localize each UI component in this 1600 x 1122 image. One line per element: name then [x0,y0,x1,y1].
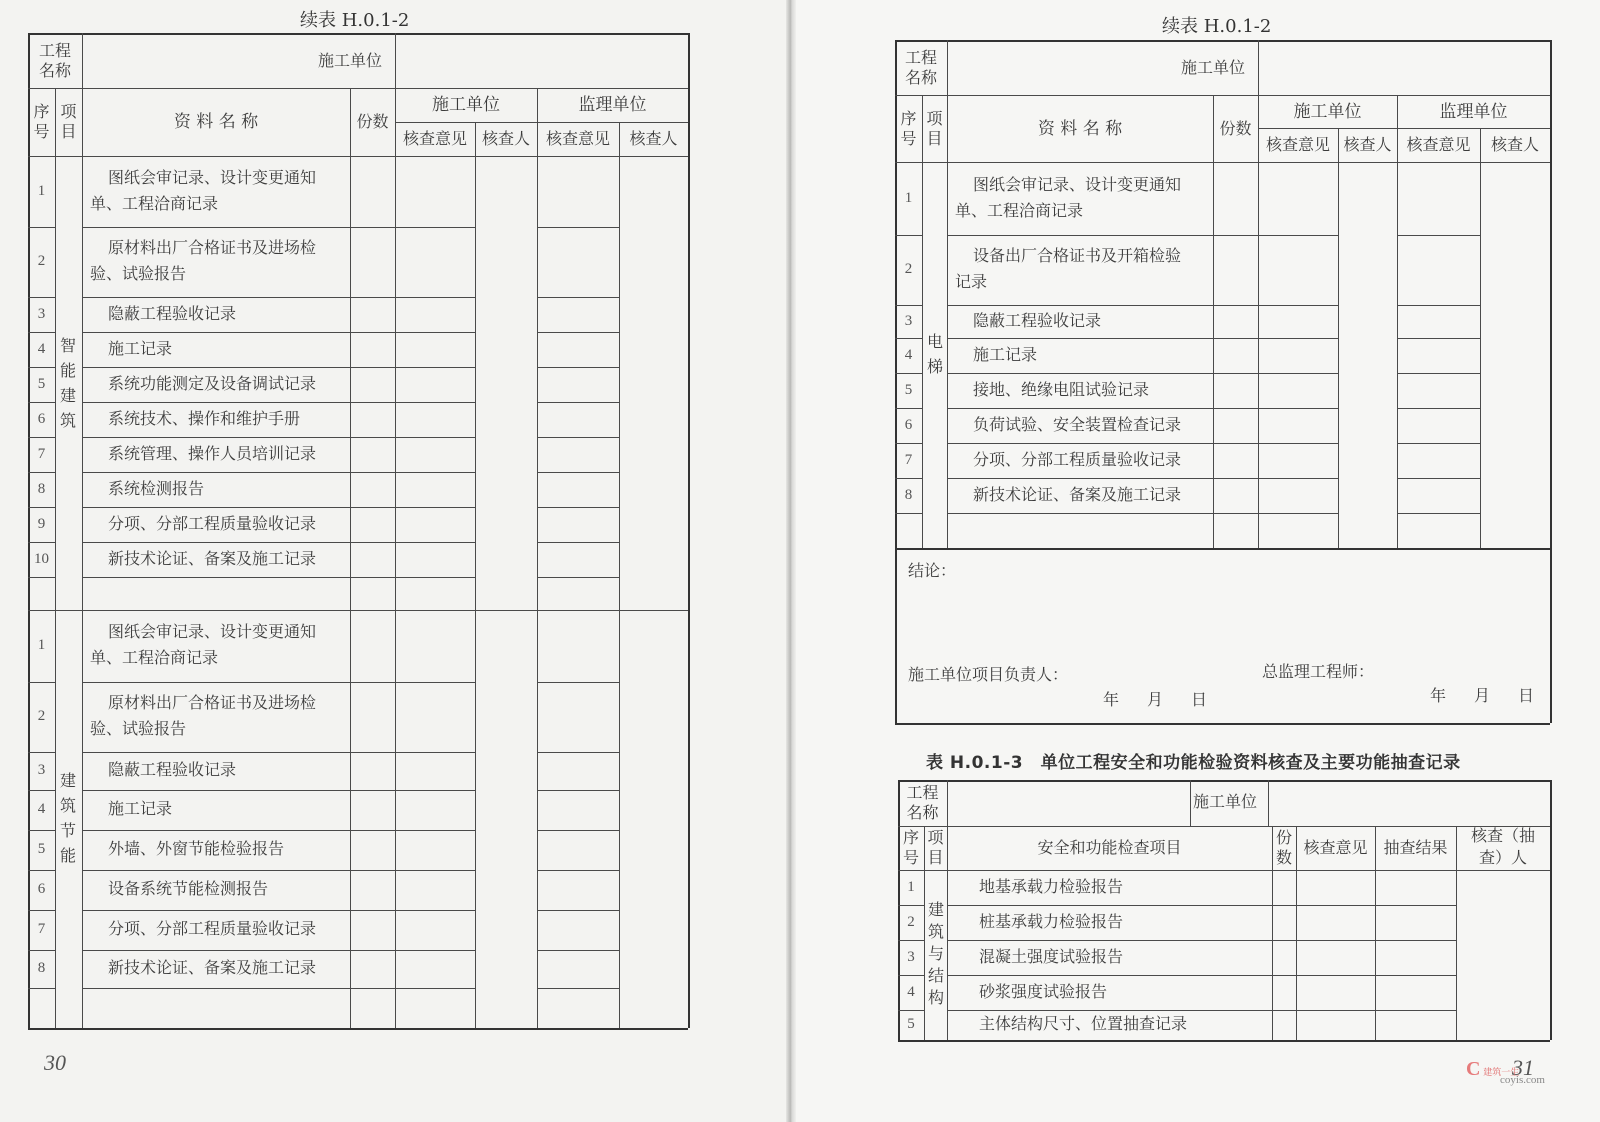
supervisor-opinion-cell[interactable] [539,158,617,225]
contractor-opinion-cell[interactable] [397,404,473,435]
contractor-checker-header: 核查人 [481,129,530,148]
row-number: 3 [904,312,913,329]
document-name: 施工记录 [973,344,1038,364]
document-name: 系统技术、操作和维护手册 [108,408,301,428]
document-name: 系统检测报告 [108,478,205,498]
item-header: 目 [60,122,77,141]
copies-cell[interactable] [352,792,393,828]
copies-cell[interactable] [352,299,393,330]
row-number: 2 [904,261,913,277]
table-bottom-border [28,1028,688,1030]
row-number: 5 [907,1016,915,1032]
contractor-check-opinion-header: 核查意见 [402,129,467,148]
contractor-opinion-cell[interactable] [397,299,473,330]
conclusion-label: 结论： [908,561,957,580]
table-rule-h [1258,128,1550,129]
document-name: 分项、分部工程质量验收记录 [108,513,317,533]
row-number: 1 [904,189,913,206]
table-rule-v [82,33,83,88]
item-header: 项 [60,102,77,121]
contractor-opinion-cell[interactable] [397,912,473,948]
document-name-line1: 图纸会审记录、设计变更通知 [108,622,317,641]
check-opinion-cell[interactable] [1298,907,1373,938]
supervisor-opinion-cell[interactable] [539,952,617,986]
table-rule-h [395,122,688,123]
project-name-value-field[interactable] [84,35,301,86]
spot-check-result-cell[interactable] [1377,872,1454,903]
copies-cell[interactable] [352,872,393,908]
table-rule-v [947,40,948,95]
project-name-label: 名称 [904,67,937,87]
supervisor-opinion-cell[interactable] [539,579,617,608]
category-label-char: 梯 [926,357,943,376]
row-number: 4 [37,801,46,817]
left-page-number: 30 [44,1050,66,1075]
copies-cell[interactable] [1274,977,1294,1008]
copies-cell[interactable] [352,158,393,225]
supervisor-opinion-cell[interactable] [1399,375,1478,406]
contractor-opinion-cell[interactable] [397,509,473,540]
supervisor-check-opinion-header: 核查意见 [1406,135,1471,154]
supervisor-checker-header: 核查人 [629,129,678,148]
copies-cell[interactable] [352,684,393,750]
contractor-opinion-cell[interactable] [397,544,473,575]
contractor-date: 年 月 日 [1103,690,1214,709]
row-number: 8 [904,486,913,503]
copies-cell[interactable] [352,334,393,365]
project-name-label: 名称 [38,60,71,80]
category-label-char: 筑 [59,796,76,815]
copies-header: 份 [1275,828,1292,847]
table-right-border [1550,40,1552,548]
chief-supervisor-label: 总监理工程师： [1262,662,1375,681]
copies-cell[interactable] [1215,445,1256,476]
document-name: 系统功能测定及设备调试记录 [108,373,317,393]
check-opinion-cell[interactable] [1298,942,1373,973]
copies-cell[interactable] [352,369,393,400]
copies-cell[interactable] [352,754,393,788]
document-name: 外墙、外窗节能检验报告 [108,839,285,858]
conclusion-field[interactable] [960,556,1540,656]
supervisor-opinion-cell[interactable] [539,509,617,540]
supervisor-checker-cell[interactable] [1482,164,1548,546]
category-label-char: 能 [59,361,76,380]
category-label-char: 结 [927,966,944,985]
contractor-opinion-cell[interactable] [1260,375,1336,406]
supervisor-checker-header: 核查人 [1490,135,1539,154]
row-number: 7 [37,921,46,937]
category-label-char: 电 [926,332,943,351]
checker-header: 核查（抽 [1470,826,1535,845]
watermark-url: coyis.com [1500,1074,1545,1086]
document-name: 隐蔽工程验收记录 [108,760,237,779]
project-name-label: 工程 [906,783,939,802]
document-name-line2: 单、工程洽商记录 [90,193,219,213]
copies-header: 份数 [356,112,389,131]
contractor-opinion-cell[interactable] [397,229,473,295]
row-number: 7 [37,445,46,462]
contractor-checker-cell[interactable] [477,612,535,1026]
supervisor-opinion-cell[interactable] [539,912,617,948]
category-label-char: 建 [59,771,76,790]
table-rule-h [895,95,1550,96]
copies-cell[interactable] [352,544,393,575]
copies-cell[interactable] [1215,164,1256,233]
seq-header: 号 [900,128,917,148]
contractor-value-field[interactable] [1270,782,1548,824]
contractor-label: 施工单位 [1193,792,1258,811]
project-name-value-field[interactable] [949,42,1164,93]
row-number: 7 [904,451,913,468]
category-label-char: 与 [927,944,944,963]
supervisor-opinion-cell[interactable] [539,754,617,788]
copies-cell[interactable] [1274,942,1294,973]
document-name: 施工记录 [108,799,173,818]
supervisor-opinion-cell[interactable] [539,404,617,435]
check-opinion-cell[interactable] [1298,872,1373,903]
copies-cell[interactable] [1215,375,1256,406]
check-opinion-cell[interactable] [1298,1012,1373,1038]
copies-cell[interactable] [352,579,393,608]
document-name: 接地、绝缘电阻试验记录 [973,379,1150,399]
table-rule-v [895,548,897,723]
document-name: 新技术论证、备案及施工记录 [973,484,1182,504]
check-opinion-cell[interactable] [1298,977,1373,1008]
row-number: 6 [37,881,46,897]
project-name-label: 工程 [904,47,937,67]
copies-cell[interactable] [1215,480,1256,511]
supervisor-opinion-cell[interactable] [539,229,617,295]
table3-caption: 表 H.0.1-3 单位工程安全和功能检验资料核查及主要功能抽查记录 [926,753,1461,773]
row-number: 8 [37,480,46,497]
spot-check-result-cell[interactable] [1377,977,1454,1008]
document-name: 隐蔽工程验收记录 [973,310,1102,330]
supervisor-opinion-cell[interactable] [539,832,617,868]
document-name: 新技术论证、备案及施工记录 [108,958,317,977]
spot-check-result-cell[interactable] [1377,942,1454,973]
supervisor-opinion-cell[interactable] [539,474,617,505]
copies-cell[interactable] [352,439,393,470]
table-rule-v [1268,780,1269,826]
copies-cell[interactable] [352,912,393,948]
document-name: 系统管理、操作人员培训记录 [108,443,317,463]
row-number: 5 [37,841,46,857]
category-label-char: 智 [59,336,76,355]
contractor-opinion-cell[interactable] [397,792,473,828]
document-name-line1: 图纸会审记录、设计变更通知 [108,167,317,187]
row-number: 6 [37,410,46,427]
contractor-opinion-cell[interactable] [397,754,473,788]
table-rule-v [1550,548,1552,723]
row-number: 1 [37,182,46,199]
category-label-char: 筑 [927,922,944,941]
category-label-char: 建 [927,900,944,919]
document-name: 隐蔽工程验收记录 [108,303,237,323]
supervisor-checker-cell[interactable] [621,612,686,1026]
check-item-name: 主体结构尺寸、位置抽查记录 [979,1014,1188,1033]
supervisor-opinion-cell[interactable] [1399,307,1478,336]
supervisor-opinion-cell[interactable] [1399,164,1478,233]
conclusion-bottom-border [895,723,1550,725]
supervisor-opinion-cell[interactable] [539,439,617,470]
row-number: 10 [34,550,49,567]
copies-cell[interactable] [1215,237,1256,303]
supervisor-checker-cell[interactable] [621,158,686,608]
table-right-border [688,33,690,1028]
supervisor-opinion-cell[interactable] [1399,340,1478,371]
contractor-opinion-cell[interactable] [397,439,473,470]
seq-header: 序 [33,102,50,121]
check-opinion-header: 核查意见 [1303,838,1368,857]
copies-cell[interactable] [352,952,393,986]
supervisor-check-opinion-header: 核查意见 [545,129,610,148]
checker-header: 查）人 [1478,848,1527,867]
right-table-caption: 续表 H.0.1-2 [1162,16,1272,37]
table-rule-v [395,33,396,88]
table-rule-v [922,95,923,162]
contractor-opinion-cell[interactable] [1260,164,1336,233]
supervisor-opinion-cell[interactable] [1399,410,1478,441]
doc-name-header: 资 料 名 称 [1037,118,1123,139]
copies-cell[interactable] [352,404,393,435]
project-name-label: 名称 [906,803,939,822]
supervisor-opinion-cell[interactable] [539,612,617,680]
copies-header: 数 [1275,848,1292,867]
item-header: 项 [927,828,944,847]
table-rule-h [898,826,1550,827]
contractor-group-header: 施工单位 [1293,101,1362,122]
supervisor-opinion-cell[interactable] [539,544,617,575]
row-number: 4 [907,983,915,1000]
contractor-opinion-cell[interactable] [397,474,473,505]
seq-header: 序 [900,108,917,128]
category-label-char: 建 [59,386,76,405]
row-number: 8 [37,960,46,976]
contractor-label: 施工单位 [317,50,382,70]
item-header: 目 [927,848,944,867]
supervisor-opinion-cell[interactable] [539,299,617,330]
watermark-site-name: 建筑一生 [1483,1067,1520,1077]
contractor-opinion-cell[interactable] [397,832,473,868]
table-rule-v [947,780,948,826]
row-number: 1 [907,878,915,895]
contractor-opinion-cell[interactable] [1260,410,1336,441]
contractor-value-field[interactable] [1260,42,1548,93]
table-rule-v [1550,780,1552,1040]
check-item-name: 砂浆强度试验报告 [979,981,1108,1001]
row-number: 5 [37,375,46,392]
document-name-line1: 图纸会审记录、设计变更通知 [973,174,1182,194]
seq-header: 号 [902,848,919,867]
document-name-line1: 原材料出厂合格证书及进场检 [108,693,317,712]
copies-cell[interactable] [352,832,393,868]
document-name: 设备系统节能检测报告 [108,879,269,898]
category-label-char: 筑 [59,411,76,430]
copies-cell[interactable] [1215,410,1256,441]
contractor-opinion-cell[interactable] [397,872,473,908]
row-number: 2 [37,708,46,724]
row-number: 1 [37,637,46,653]
project-name-label: 工程 [38,40,71,60]
contractor-opinion-cell[interactable] [1260,237,1336,303]
supervisor-opinion-cell[interactable] [539,684,617,750]
document-name: 分项、分部工程质量验收记录 [108,919,317,938]
right-page-number: 31 [1512,1055,1534,1080]
row-number: 6 [904,416,913,433]
left-table-caption: 续表 H.0.1-2 [300,10,410,31]
table-rule-h [28,88,688,89]
copies-cell[interactable] [352,474,393,505]
copies-cell[interactable] [352,229,393,295]
contractor-opinion-cell[interactable] [397,612,473,680]
supervisor-opinion-cell[interactable] [539,990,617,1026]
contractor-opinion-cell[interactable] [1260,480,1336,511]
row-number: 4 [37,340,46,357]
row-number: 2 [37,253,46,269]
row-number: 5 [904,381,913,398]
document-name-line2: 记录 [955,272,988,291]
copies-cell[interactable] [352,509,393,540]
category-label-char: 节 [59,821,76,840]
contractor-opinion-cell[interactable] [397,579,473,608]
table-bottom-border [895,548,1550,550]
check-item-name: 桩基承载力检验报告 [979,911,1124,931]
check-item-name: 混凝土强度试验报告 [979,946,1124,966]
copies-cell[interactable] [1215,515,1256,546]
seq-header: 序 [902,828,919,847]
project-name-value-field[interactable] [950,782,1188,824]
supervisor-group-header: 监理单位 [578,95,647,115]
copies-cell[interactable] [1274,872,1294,903]
supervisor-date: 年 月 日 [1430,686,1541,705]
item-header: 目 [926,128,943,148]
document-name-line1: 原材料出厂合格证书及进场检 [108,238,317,257]
contractor-opinion-cell[interactable] [397,952,473,986]
contractor-value-field[interactable] [397,35,686,86]
copies-cell[interactable] [352,612,393,680]
table-rule-v [1258,40,1259,95]
watermark-logo-icon: C [1466,1058,1481,1080]
contractor-opinion-cell[interactable] [397,158,473,225]
supervisor-opinion-cell[interactable] [539,792,617,828]
check-item-name: 地基承载力检验报告 [979,876,1124,896]
seq-header: 号 [33,122,50,141]
contractor-opinion-cell[interactable] [1260,340,1336,371]
contractor-checker-cell[interactable] [1340,164,1395,546]
contractor-opinion-cell[interactable] [397,369,473,400]
supervisor-group-header: 监理单位 [1439,101,1508,122]
copies-cell[interactable] [1274,907,1294,938]
table-rule-v [1190,780,1191,826]
document-name-line2: 单、工程洽商记录 [90,648,219,667]
contractor-checker-cell[interactable] [477,158,535,608]
contractor-opinion-cell[interactable] [1260,307,1336,336]
supervisor-opinion-cell[interactable] [1399,445,1478,476]
contractor-checker-header: 核查人 [1343,135,1392,154]
row-number: 3 [37,305,46,322]
category-label-char: 构 [927,988,944,1007]
contractor-opinion-cell[interactable] [397,334,473,365]
contractor-opinion-cell[interactable] [397,990,473,1026]
contractor-opinion-cell[interactable] [1260,445,1336,476]
supervisor-opinion-cell[interactable] [1399,237,1478,303]
copies-cell[interactable] [352,990,393,1026]
row-number: 9 [37,515,46,532]
contractor-opinion-cell[interactable] [397,684,473,750]
copies-cell[interactable] [1274,1012,1294,1038]
book-gutter [786,0,796,1122]
supervisor-opinion-cell[interactable] [539,334,617,365]
contractor-check-opinion-header: 核查意见 [1265,135,1330,154]
document-name-line1: 设备出厂合格证书及开箱检验 [973,246,1182,265]
spot-check-result-cell[interactable] [1377,1012,1454,1038]
table3-bottom-border [898,1040,1550,1042]
check-item-header: 安全和功能检查项目 [1037,838,1182,857]
contractor-group-header: 施工单位 [432,95,500,115]
contractor-label: 施工单位 [1180,57,1245,77]
row-number: 2 [907,913,915,930]
supervisor-opinion-cell[interactable] [1399,480,1478,511]
supervisor-opinion-cell[interactable] [539,872,617,908]
row-number: 3 [37,762,46,778]
document-name: 施工记录 [108,338,173,358]
document-name-line2: 验、试验报告 [90,264,187,283]
spot-check-result-cell[interactable] [1377,907,1454,938]
category-label-char: 能 [59,846,76,865]
item-header: 项 [926,108,943,128]
copies-cell[interactable] [1215,307,1256,336]
contractor-signer-label: 施工单位项目负责人： [908,665,1069,684]
copies-header: 份数 [1219,118,1252,138]
checker-cell[interactable] [1458,872,1548,1038]
doc-name-header: 资 料 名 称 [173,112,259,132]
supervisor-opinion-cell[interactable] [1399,515,1478,546]
supervisor-opinion-cell[interactable] [539,369,617,400]
spot-check-result-header: 抽查结果 [1383,838,1448,857]
contractor-opinion-cell[interactable] [1260,515,1336,546]
document-name: 分项、分部工程质量验收记录 [973,449,1182,469]
document-name-line2: 验、试验报告 [90,719,187,738]
copies-cell[interactable] [1215,340,1256,371]
row-number: 3 [907,948,915,965]
document-name: 新技术论证、备案及施工记录 [108,548,317,568]
document-name: 负荷试验、安全装置检查记录 [973,414,1182,434]
document-name-line2: 单、工程洽商记录 [955,200,1084,220]
table-rule-v [55,88,56,156]
row-number: 4 [904,346,913,363]
